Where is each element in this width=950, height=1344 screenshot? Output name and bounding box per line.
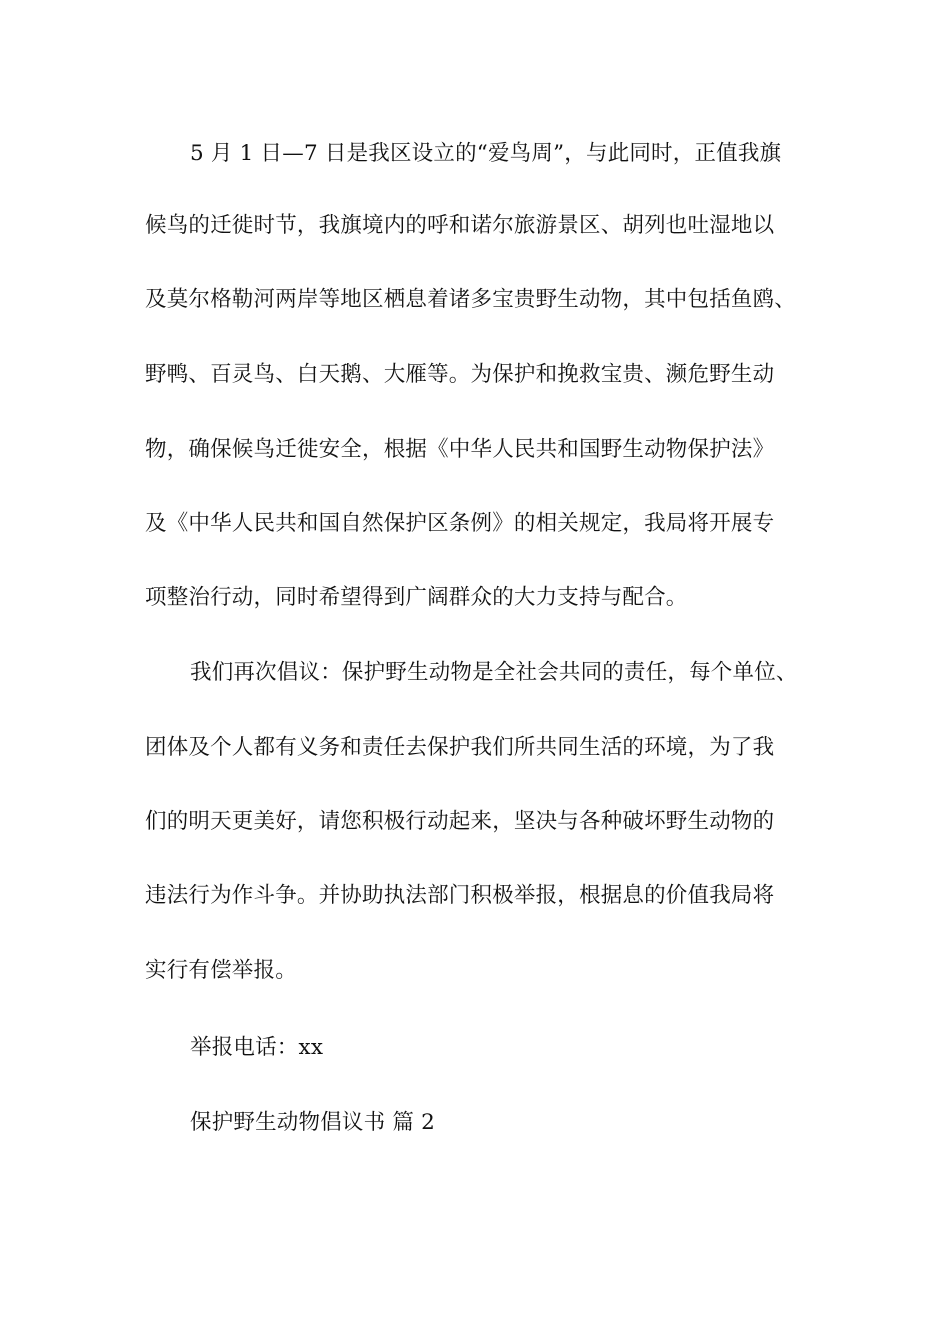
paragraph-2-line-2: 团体及个人都有义务和责任去保护我们所共同生活的环境，为了我 [145, 735, 775, 760]
paragraph-2-line-1: 我们再次倡议：保护野生动物是全社会共同的责任，每个单位、 [190, 660, 798, 685]
paragraph-1-line-4: 野鸭、百灵鸟、白天鹅、大雁等。为保护和挽救宝贵、濒危野生动 [145, 362, 775, 387]
hotline-text: 举报电话：xx [190, 1035, 324, 1060]
paragraph-1-line-2: 候鸟的迁徙时节，我旗境内的呼和诺尔旅游景区、胡列也吐湿地以 [145, 213, 775, 238]
paragraph-1-line-5: 物，确保候鸟迁徙安全，根据《中华人民共和国野生动物保护法》 [145, 437, 775, 462]
paragraph-1-line-1: 5 月 1 日—7 日是我区设立的“爱鸟周”，与此同时，正值我旗 [190, 141, 782, 166]
paragraph-2-line-5: 实行有偿举报。 [145, 958, 297, 983]
next-section-title: 保护野生动物倡议书 篇 2 [190, 1110, 435, 1135]
paragraph-2-line-3: 们的明天更美好，请您积极行动起来，坚决与各种破坏野生动物的 [145, 809, 775, 834]
paragraph-2-line-4: 违法行为作斗争。并协助执法部门积极举报，根据息的价值我局将 [145, 883, 775, 908]
paragraph-1-line-3: 及莫尔格勒河两岸等地区栖息着诸多宝贵野生动物，其中包括鱼鸥、 [145, 287, 797, 312]
paragraph-1-line-6: 及《中华人民共和国自然保护区条例》的相关规定，我局将开展专 [145, 511, 775, 536]
paragraph-1-line-7: 项整治行动，同时希望得到广阔群众的大力支持与配合。 [145, 585, 688, 610]
